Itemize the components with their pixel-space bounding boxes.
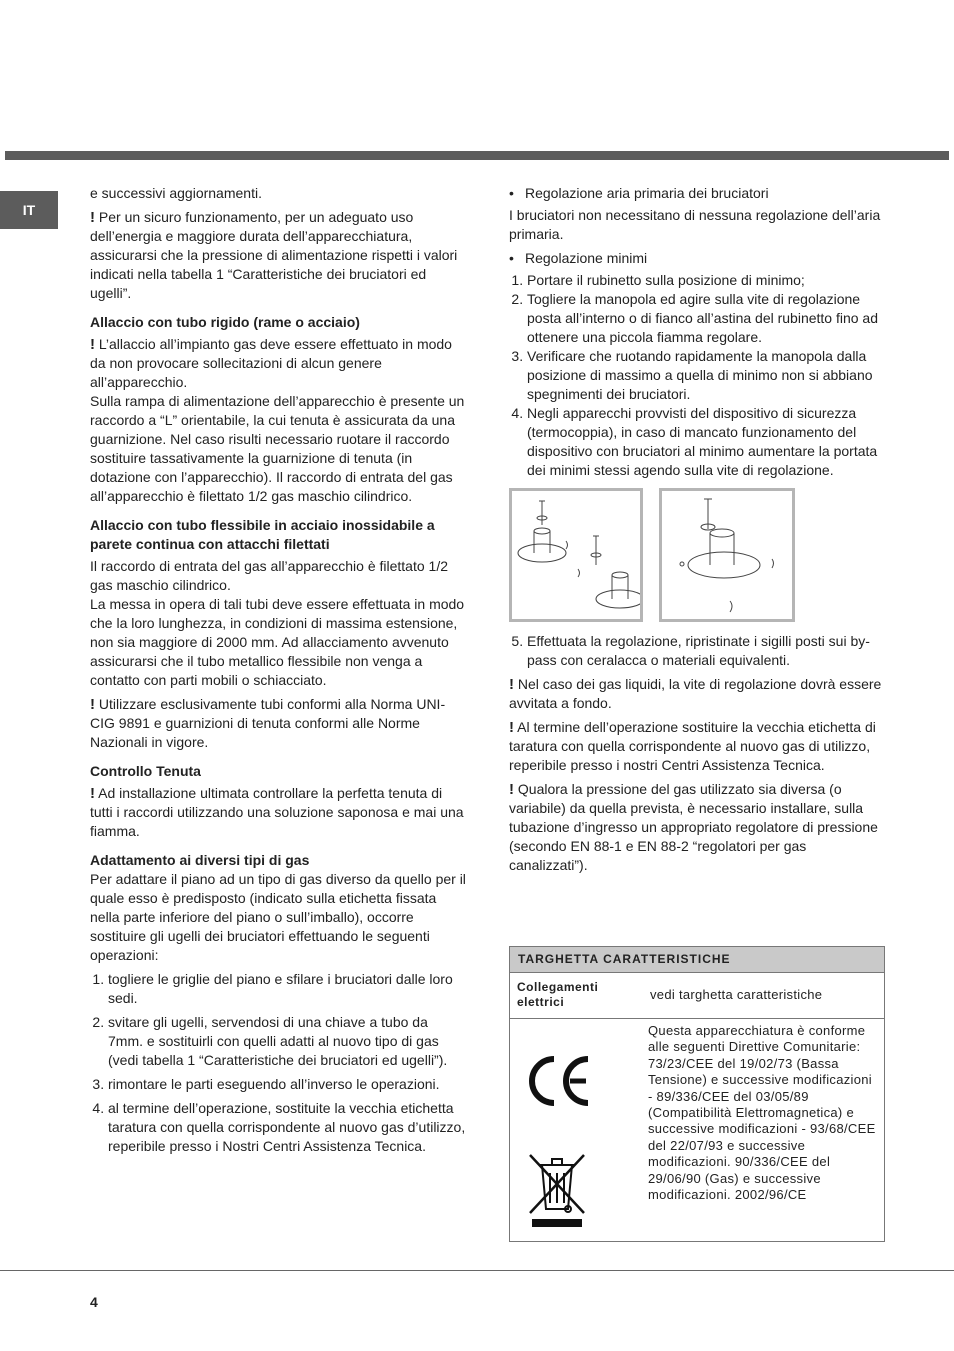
- primary-air-text: I bruciatori non necessitano di nessuna regolazione dell’aria primaria.: [509, 207, 881, 242]
- flex-pipe-text1: Il raccordo di entrata del gas all’apparecchio è filettato 1/2 gas maschio cilindrico.: [90, 558, 448, 593]
- spec-row-directives: [510, 1019, 884, 1241]
- warning-icon: !: [90, 336, 95, 353]
- left-column: [90, 184, 466, 1161]
- warning-liquid-gas: ! Nel caso dei gas liquidi, la vite di regolazione dovrà essere avvitata a fondo.: [509, 676, 882, 711]
- list-item: 3. rimontare le parti eseguendo all’inverso le operazioni.: [108, 1075, 466, 1094]
- list-item: 3. Verificare che ruotando rapidamente la manopola dalla posizione di massimo a quella di minimo non si abbiano spegnimenti dei bruciatori.: [527, 347, 887, 404]
- list-item: 5. Effettuata la regolazione, ripristinate i sigilli posti sui by-pass con ceralacca o materiali equivalenti.: [527, 632, 887, 670]
- adjustment-figures: [509, 488, 887, 622]
- minimum-steps: [509, 271, 887, 480]
- footer-rule: [0, 1270, 954, 1271]
- heading-flex-pipe: Allaccio con tubo flessibile in acciaio inossidabile a parete continua con attacchi filettati: [90, 517, 435, 552]
- right-column: [509, 184, 887, 880]
- compliance-icons: [510, 1019, 648, 1241]
- intro-text: e successivi aggiornamenti.: [90, 185, 262, 201]
- bullet-icon: •: [509, 185, 514, 201]
- gas-adapt-text: Per adattare il piano ad un tipo di gas diverso da quello per il quale esso è predisposto (indicato sulla etichetta fissata nella parte inferiore del piano o sull’imballo), occorre sostituire gli ugelli dei bruciatori effettuando le seguenti operazioni:: [90, 871, 466, 963]
- list-item: 1. Portare il rubinetto sulla posizione di minimo;: [527, 271, 887, 290]
- flex-pipe-text2: La messa in opera di tali tubi deve essere effettuata in modo che la loro lunghezza, in condizioni di massima estensione, non sia maggiore di 2000 mm. Ad allacciamento avvenuto assicurarsi che il tubo metallico flessibile non venga a contatto con parti mobili o schiacciato.: [90, 596, 465, 688]
- bullet-minimum: • Regolazione minimi: [509, 250, 648, 266]
- list-item: 4. Negli apparecchi provvisti del dispositivo di sicurezza (termocoppia), in caso di mancato funzionamento del dispositivo con bruciatori al minimo aumentare la portata dei minimi stessi agendo sulla vite di regolazione.: [527, 404, 887, 480]
- warning-icon: !: [509, 676, 514, 693]
- warning-pressure-regulator: ! Qualora la pressione del gas utilizzato sia diversa (o variabile) da quella prevista, è necessario installare, sulla tubazione d’ingresso un appropriato regolatore di pressione (secondo EN 88-1 e EN 88-2 “regolatori per gas canalizzati”).: [509, 781, 878, 873]
- warning-pressure: ! Per un sicuro funzionamento, per un adeguato uso dell’energia e maggiore durata dell’apparecchiatura, assicurarsi che la pressione di alimentazione rispetti i valori indicati nella tabella 1 “Caratteristiche dei bruciatori ed ugelli”.: [90, 209, 458, 301]
- weee-bin-icon: [528, 1153, 586, 1229]
- spec-row-electrical: [510, 973, 884, 1019]
- warning-icon: !: [90, 785, 95, 802]
- rigid-pipe-detail: Sulla rampa di alimentazione dell’apparecchio è presente un raccordo a “L” orientabile, la cui tenuta è assicurata da una guarnizione. Nel caso risulti necessario ruotare il raccordo sostituire tassativamente la guarnizione di tenuta (in dotazione con l’apparecchio). Il raccordo di entrata del gas all’apparecchio è filettato 1/2 gas maschio cilindrico.: [90, 393, 465, 504]
- ce-mark-icon: [524, 1053, 594, 1109]
- heading-leak-check: Controllo Tenuta: [90, 763, 201, 779]
- warning-icon: !: [509, 781, 514, 798]
- leak-check-warning: ! Ad installazione ultimata controllare la perfetta tenuta di tutti i raccordi utilizzando una soluzione saponosa e mai una fiamma.: [90, 785, 464, 839]
- list-item: 2. Togliere la manopola ed agire sulla vite di regolazione posta all’interno o di fianco all’astina del rubinetto fino ad ottenere una piccola fiamma regolare.: [527, 290, 887, 347]
- language-tab: IT: [0, 191, 58, 229]
- heading-rigid-pipe: Allaccio con tubo rigido (rame o acciaio): [90, 314, 360, 330]
- warning-icon: !: [90, 209, 95, 226]
- figure-burner-adjust-1: [509, 488, 643, 622]
- burner-thermocouple-illustration: [662, 491, 792, 619]
- minimum-steps-continued: [509, 632, 887, 670]
- bullet-primary-air: • Regolazione aria primaria dei bruciatori: [509, 185, 769, 201]
- spec-table: [509, 946, 885, 1242]
- flex-pipe-warning: ! Utilizzare esclusivamente tubi conformi alla Norma UNI-CIG 9891 e guarnizioni di tenuta conformi alle Norme Nazionali in vigore.: [90, 696, 446, 750]
- list-item: 1. togliere le griglie del piano e sfilare i bruciatori dalle loro sedi.: [108, 970, 466, 1008]
- page-number: 4: [90, 1294, 98, 1310]
- warning-icon: !: [90, 696, 95, 713]
- figure-burner-adjust-2: [659, 488, 795, 622]
- directives-text: Questa apparecchiatura è conforme alle seguenti Direttive Comunitarie: 73/23/CEE del 19/02/73 (Bassa Tensione) e successive modificazioni - 89/336/CEE del 03/05/89 (Compatibilità Elettromagnetica) e successive modificazioni - 93/68/CEE del 22/07/93 e successive modificazioni. 90/336/CEE del 29/06/90 (Gas) e successive modificazioni. 2002/96/CE: [648, 1023, 876, 1203]
- header-bar: [5, 151, 949, 160]
- spec-row-value: vedi targhetta caratteristiche: [650, 987, 823, 1002]
- gas-adapt-steps: [90, 970, 466, 1156]
- list-item: 4. al termine dell’operazione, sostituite la vecchia etichetta taratura con quella corrispondente al nuovo gas d’utilizzo, reperibile presso i Nostri Centri Assistenza Tecnica.: [108, 1099, 466, 1156]
- rigid-pipe-text: ! L’allaccio all’impianto gas deve essere effettuato in modo da non provocare sollecitazioni di alcun genere all’apparecchio.: [90, 336, 452, 390]
- warning-label-replace: ! Al termine dell’operazione sostituire la vecchia etichetta di taratura con quella corrispondente al nuovo gas di utilizzo, reperibile presso i nostri Centri Assistenza Tecnica.: [509, 719, 876, 773]
- heading-gas-adapt: Adattamento ai diversi tipi di gas: [90, 852, 310, 868]
- burner-adjust-illustration: [512, 491, 640, 619]
- spec-row-label: Collegamenti elettrici: [517, 980, 599, 1009]
- warning-icon: !: [509, 719, 514, 736]
- bullet-icon: •: [509, 250, 514, 266]
- list-item: 2. svitare gli ugelli, servendosi di una chiave a tubo da 7mm. e sostituirli con quelli adatti al nuovo tipo di gas (vedi tabella 1 “Caratteristiche dei bruciatori ed ugelli”).: [108, 1013, 466, 1070]
- spec-table-title: TARGHETTA CARATTERISTICHE: [510, 947, 884, 973]
